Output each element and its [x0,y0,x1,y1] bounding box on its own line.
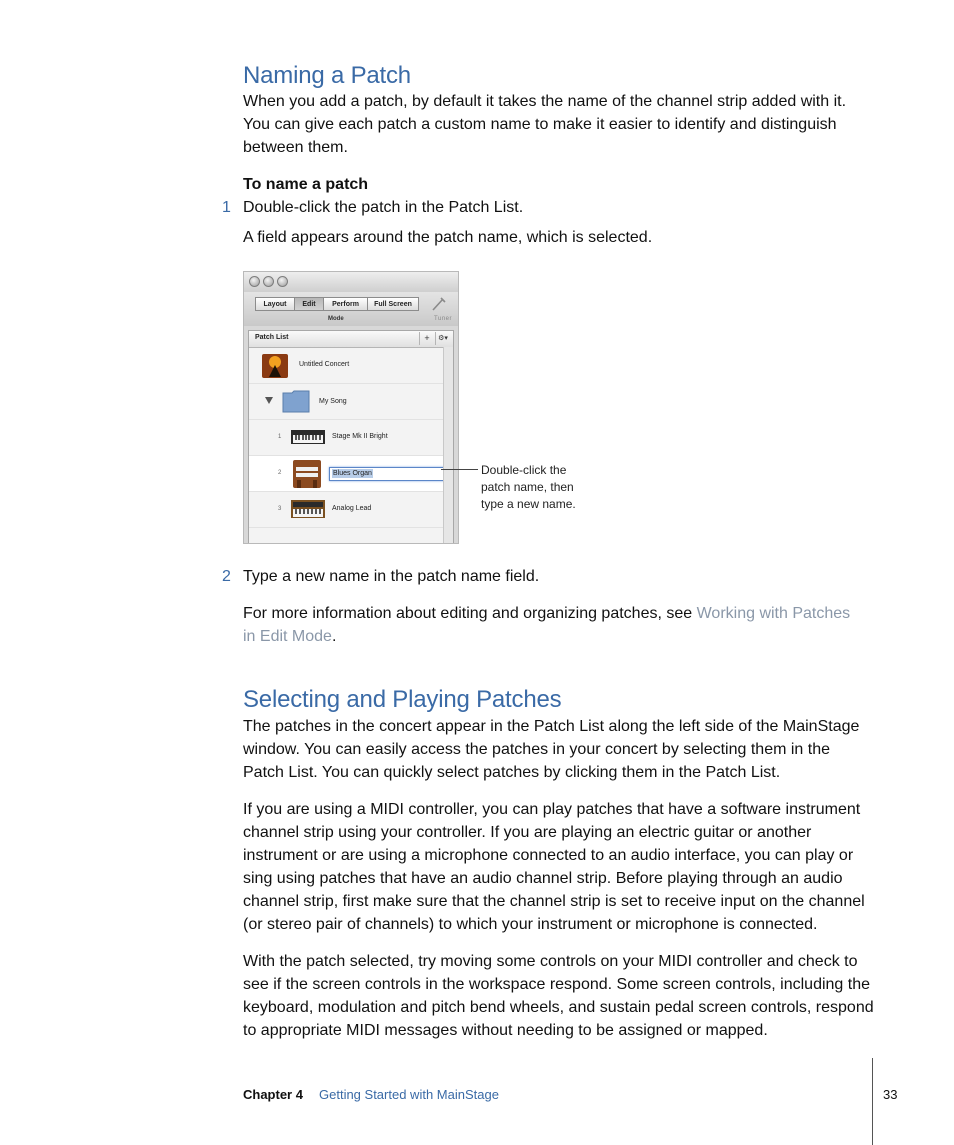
concert-row[interactable] [249,348,445,384]
close-window-icon[interactable] [249,276,260,287]
text-line: If you are using a MIDI controller, you can play patches that have a software instrument [243,801,861,818]
synth-icon [291,500,325,518]
text-line: channel strip, first make sure that the channel strip is set to receive input on the channel [243,893,865,910]
concert-icon [261,353,289,379]
mode-button-perform[interactable]: Perform [323,297,368,311]
mode-button-full-screen[interactable]: Full Screen [367,297,419,311]
tuner-fork-icon[interactable] [430,295,448,313]
text-line: see if the screen controls in the workspace respond. Some screen controls, including the [243,976,870,993]
text-line: (or stereo pair of channels) to which your instrument or microphone is connected. [243,916,818,933]
text-line: window. You can easily access the patches in your concert by selecting them in the [243,741,831,758]
step-2-text: Type a new name in the patch name field. [243,568,540,585]
minimize-window-icon[interactable] [263,276,274,287]
text-line: With the patch selected, try moving some controls on your MIDI controller and check to [243,953,858,970]
patch-name: Stage Mk II Bright [332,433,388,440]
patch-list-panel [248,330,454,544]
scrollbar[interactable] [443,347,453,543]
tuner-label: Tuner [434,316,452,322]
footer-divider [872,1058,873,1145]
section2-paragraph-3 [243,950,883,1042]
song-name: My Song [319,398,347,405]
footer-chapter-title[interactable]: Getting Started with MainStage [319,1087,499,1102]
cross-reference-link[interactable]: Working with Patches [696,605,851,622]
text-line: You can give each patch a custom name to make it easier to identify and distinguish [243,116,837,133]
callout-line-text: type a new name. [481,497,576,511]
text-line: to appropriate MIDI messages without needing to be assigned or mapped. [243,1022,768,1039]
more-info-paragraph [243,602,883,648]
patch-name-field[interactable] [329,467,446,481]
text-line: channel strip using your controller. If you are playing an electric guitar or another [243,824,812,841]
page-number: 33 [883,1087,898,1102]
patch-name-selected-text: Blues Organ [333,470,372,477]
text-line: Patch List. You can quickly select patches by clicking them in the Patch List. [243,764,781,781]
step-number-1: 1 [222,199,231,216]
add-patch-button[interactable]: + [419,332,434,345]
text-line: When you add a patch, by default it takes the name of the channel strip added with it. [243,93,847,110]
text-line: instrument or are using a microphone connected to an audio interface, you can play or [243,847,854,864]
text-line: keyboard, modulation and pitch bend wheels, and sustain pedal screen controls, respond [243,999,874,1016]
window-titlebar [244,272,458,292]
song-row[interactable] [249,384,445,420]
patch-number: 2 [278,470,282,476]
step-1-note: A field appears around the patch name, which is selected. [243,229,653,246]
callout-line [441,469,478,470]
figure-callout [481,462,591,513]
text-line: The patches in the concert appear in the Patch List along the left side of the MainStage [243,718,860,735]
patch-list-header [249,331,453,348]
section-heading-selecting-and-playing: Selecting and Playing Patches [243,686,562,713]
more-info-text: For more information about editing and organizing patches, see [243,605,693,622]
patch-list-screenshot [243,271,459,544]
section-heading-naming-a-patch: Naming a Patch [243,62,411,89]
mode-button-edit[interactable]: Edit [294,297,324,311]
disclosure-triangle-icon[interactable] [265,397,273,404]
cross-reference-link-cont[interactable]: in Edit Mode [243,628,332,645]
zoom-window-icon[interactable] [277,276,288,287]
patch-row[interactable] [249,420,445,456]
mode-toolbar [244,292,458,326]
step-1-text: Double-click the patch in the Patch List. [243,199,524,216]
footer-chapter-label: Chapter 4 [243,1087,303,1102]
patch-number: 1 [278,434,282,440]
patch-row-selected[interactable] [249,456,445,492]
mode-label: Mode [328,316,344,322]
intro-paragraph [243,90,883,159]
text-line: sing using patches that have an audio channel strip. Before playing through an audio [243,870,843,887]
sentence-period: . [331,628,337,645]
folder-icon [282,389,310,413]
task-title: To name a patch [243,176,369,193]
section2-paragraph-1 [243,715,883,784]
concert-name: Untitled Concert [299,361,350,368]
gear-menu-button[interactable]: ⚙▾ [435,332,450,345]
electric-piano-icon [291,430,325,444]
callout-line-text: Double-click the [481,463,567,477]
section2-paragraph-2 [243,798,883,936]
patch-row[interactable] [249,492,445,528]
organ-icon [291,458,323,490]
callout-line-text: patch name, then [481,480,574,494]
patch-number: 3 [278,506,282,512]
mode-button-layout[interactable]: Layout [255,297,295,311]
patch-name: Analog Lead [332,505,372,512]
patch-list-title: Patch List [255,334,289,341]
text-line: between them. [243,139,348,156]
step-number-2: 2 [222,568,231,585]
